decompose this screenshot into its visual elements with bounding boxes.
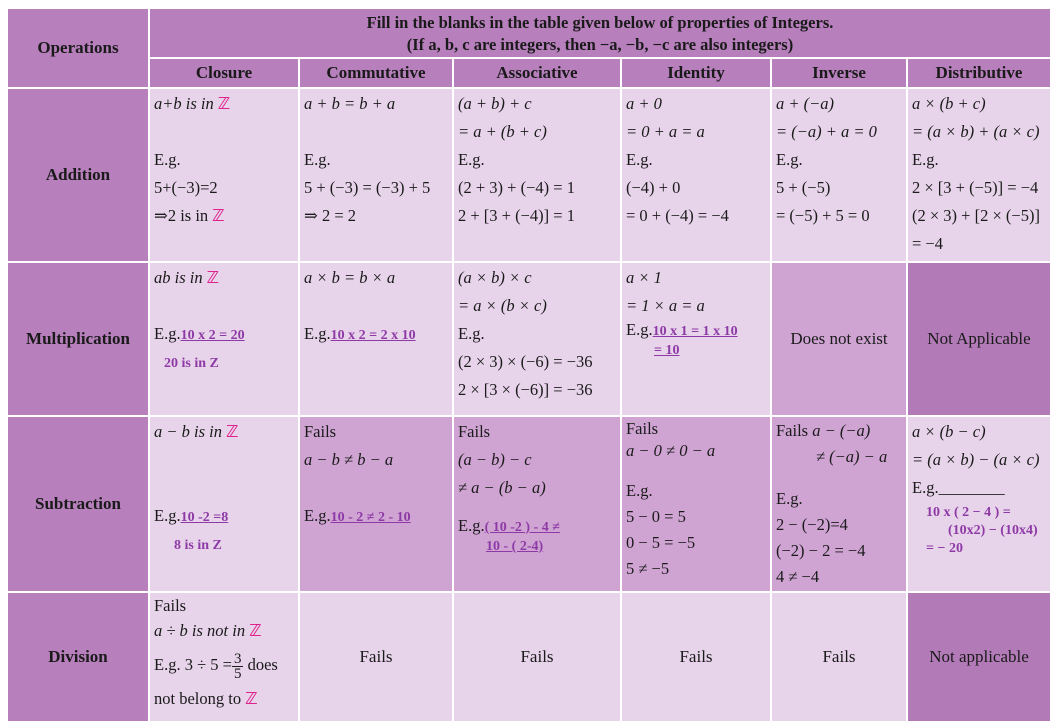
handwritten-answer: 10 - 2 ≠ 2 - 10 — [330, 510, 411, 525]
addition-associative: (a + b) + c = a + (b + c) E.g. (2 + 3) + (−4) = 1 2 + [3 + (−4)] = 1 — [453, 88, 621, 262]
multiplication-associative: (a × b) × c = a × (b × c) E.g. (2 × 3) × (−6) = −36 2 × [3 × (−6)] = −36 — [453, 262, 621, 416]
properties-table — [6, 7, 1052, 723]
multiplication-commutative: a × b = b × a E.g.10 x 2 = 2 x 10 — [299, 262, 453, 416]
handwritten-answer: 10 x 2 = 20 — [180, 328, 245, 343]
integer-set-icon: ℤ — [212, 206, 225, 225]
table-title — [149, 8, 1051, 58]
integer-set-icon: ℤ — [249, 621, 262, 640]
handwritten-answer: 10 x ( 2 − 4 ) = — [926, 505, 1011, 520]
handwritten-answer: 8 is in Z — [174, 538, 222, 553]
handwritten-answer: 20 is in Z — [164, 356, 219, 371]
row-multiplication — [7, 262, 1051, 416]
integer-set-icon: ℤ — [206, 268, 220, 287]
col-associative: Associative — [453, 58, 621, 88]
col-inverse: Inverse — [771, 58, 907, 88]
addition-distributive: a × (b + c) = (a × b) + (a × c) E.g. 2 × [3 + (−5)] = −4 (2 × 3) + [2 × (−5)] = −4 — [907, 88, 1051, 262]
division-closure: Fails a ÷ b is not in ℤ E.g. 3 ÷ 5 = $\frac{3}{5}$ does not belong to ℤ — [149, 592, 299, 722]
multiplication-identity: a × 1 = 1 × a = a E.g.10 x 1 = 1 x 10 = 10 — [621, 262, 771, 416]
addition-identity: a + 0 = 0 + a = a E.g. (−4) + 0 = 0 + (−4) = −4 — [621, 88, 771, 262]
handwritten-answer: ( 10 -2 ) - 4 ≠ — [484, 520, 560, 535]
integer-set-icon: ℤ — [245, 689, 258, 708]
subtraction-identity: Fails a − 0 ≠ 0 − a E.g. 5 − 0 = 5 0 − 5 = −5 5 ≠ −5 — [621, 416, 771, 592]
multiplication-inverse: Does not exist — [771, 262, 907, 416]
handwritten-answer: 10 x 1 = 1 x 10 — [652, 324, 738, 339]
subtraction-inverse: Fails a − (−a) ≠ (−a) − a E.g. 2 − (−2)=4 (−2) − 2 = −4 4 ≠ −4 — [771, 416, 907, 592]
multiplication-distributive: Not Applicable — [907, 262, 1051, 416]
row-label-division: Division — [7, 592, 149, 722]
division-identity: Fails — [621, 592, 771, 722]
handwritten-answer: = 10 — [654, 343, 680, 358]
col-distributive: Distributive — [907, 58, 1051, 88]
col-commutative: Commutative — [299, 58, 453, 88]
row-subtraction — [7, 416, 1051, 592]
col-closure: Closure — [149, 58, 299, 88]
row-label-multiplication: Multiplication — [7, 262, 149, 416]
addition-commutative: a + b = b + a E.g. 5 + (−3) = (−3) + 5 ⇒ 2 = 2 — [299, 88, 453, 262]
title-line-2: (If a, b, c are integers, then −a, −b, −c are also integers) — [406, 35, 794, 54]
handwritten-answer: 10 -2 =8 — [180, 510, 229, 525]
row-addition — [7, 88, 1051, 262]
subtraction-associative: Fails (a − b) − c ≠ a − (b − a) E.g.( 10 -2 ) - 4 ≠ 10 - ( 2-4) — [453, 416, 621, 592]
integer-set-icon: ℤ — [217, 94, 231, 113]
division-distributive: Not applicable — [907, 592, 1051, 722]
division-inverse: Fails — [771, 592, 907, 722]
operations-header: Operations — [7, 8, 149, 88]
addition-inverse: a + (−a) = (−a) + a = 0 E.g. 5 + (−5) = (−5) + 5 = 0 — [771, 88, 907, 262]
subtraction-commutative: Fails a − b ≠ b − a E.g.10 - 2 ≠ 2 - 10 — [299, 416, 453, 592]
handwritten-answer: 10 - ( 2-4) — [486, 539, 544, 554]
subtraction-distributive: a × (b − c) = (a × b) − (a × c) E.g.________ 10 x ( 2 − 4 ) = (10x2) − (10x4) = − 20 — [907, 416, 1051, 592]
handwritten-answer: (10x2) − (10x4) — [948, 523, 1038, 538]
title-line-1: Fill in the blanks in the table given below of properties of Integers. — [366, 13, 834, 32]
integer-set-icon: ℤ — [226, 422, 239, 441]
subtraction-closure: a − b is in ℤ E.g.10 -2 =8 8 is in Z — [149, 416, 299, 592]
row-label-addition: Addition — [7, 88, 149, 262]
multiplication-closure: ab is in ℤ E.g.10 x 2 = 20 20 is in Z — [149, 262, 299, 416]
handwritten-answer: 10 x 2 = 2 x 10 — [330, 328, 416, 343]
division-commutative: Fails — [299, 592, 453, 722]
row-division — [7, 592, 1051, 722]
col-identity: Identity — [621, 58, 771, 88]
handwritten-answer: = − 20 — [926, 541, 963, 556]
division-associative: Fails — [453, 592, 621, 722]
fraction-3-over-5: $\frac{3}{5}$ — [233, 650, 242, 682]
addition-closure: a+b is in ℤ E.g. 5+(−3)=2 ⇒2 is in ℤ — [149, 88, 299, 262]
row-label-subtraction: Subtraction — [7, 416, 149, 592]
